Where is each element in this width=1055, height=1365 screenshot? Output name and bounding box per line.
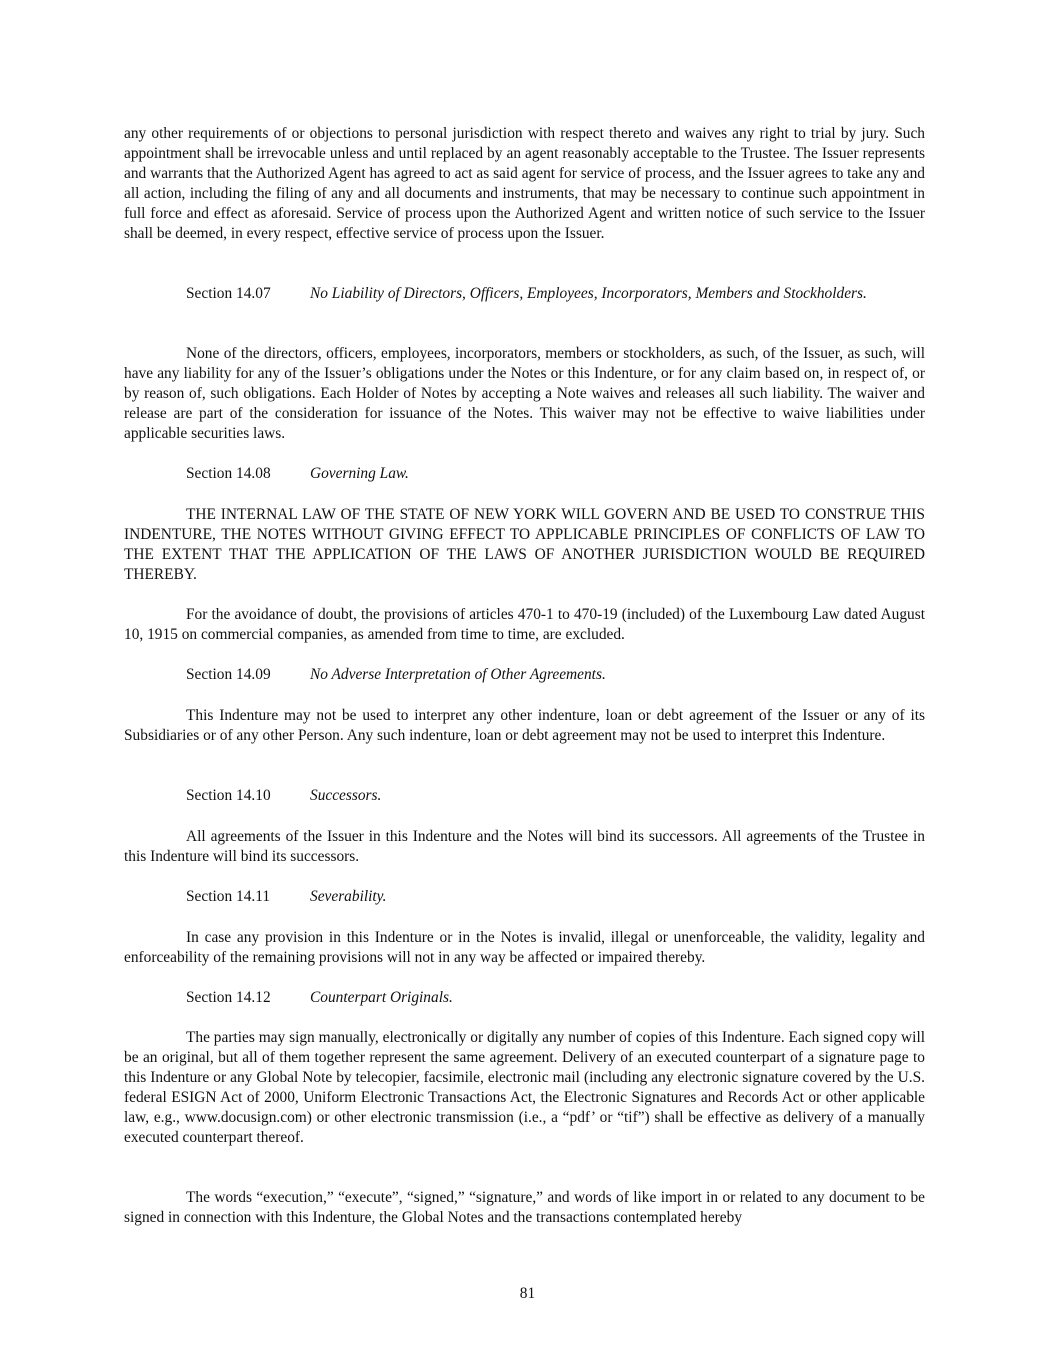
section-14-08-heading <box>186 464 409 484</box>
paragraph-successors: All agreements of the Issuer in this Indenture and the Notes will bind its successors. All agreements of the Trustee in this Indenture will bind its successors. <box>124 828 925 865</box>
section-number: Section 14.08 <box>186 465 271 482</box>
paragraph-luxembourg-law: For the avoidance of doubt, the provisions of articles 470-1 to 470-19 (included) of the Luxembourg Law dated August 10, 1915 on commercial companies, as amended from time to time, are excluded. <box>124 606 925 643</box>
section-14-09-heading <box>186 665 606 685</box>
section-title: No Liability of Directors, Officers, Employees, Incorporators, Members and Stockholders. <box>310 285 867 302</box>
section-title: Counterpart Originals. <box>310 989 453 1006</box>
paragraph-execution-words: The words “execution,” “execute”, “signed,” “signature,” and words of like import in or related to any document to be signed in connection with this Indenture, the Global Notes and the transactions contemplated hereby <box>124 1189 925 1226</box>
section-14-12-heading <box>186 988 453 1008</box>
paragraph-severability: In case any provision in this Indenture or in the Notes is invalid, illegal or unenforceable, the validity, legality and enforceability of the remaining provisions will not in any way be affected or impaired thereby. <box>124 929 925 966</box>
section-14-07-heading <box>124 284 925 304</box>
paragraph-counterpart-originals: The parties may sign manually, electronically or digitally any number of copies of this Indenture. Each signed copy will be an original, but all of them together represent the same agreement. Delivery of an executed counterpart of a signature page to this Indenture or any Global Note by telecopier, facsimile, electronic mail (including any electronic signature covered by the U.S. federal ESIGN Act of 2000, Uniform Electronic Transactions Act, the Electronic Signatures and Records Act or other applicable law, e.g., www.docusign.com) or other electronic transmission (i.e., a “pdf’ or “tif”) shall be effective as delivery of a manually executed counterpart thereof. <box>124 1029 925 1146</box>
section-title: Governing Law. <box>310 465 409 482</box>
section-title: Successors. <box>310 787 382 804</box>
section-number: Section 14.12 <box>186 989 271 1006</box>
section-number: Section 14.11 <box>186 888 271 905</box>
page-number: 81 <box>519 1285 536 1302</box>
paragraph-no-adverse-interpretation: This Indenture may not be used to interpret any other indenture, loan or debt agreement of the Issuer or any of its Subsidiaries or of any other Person. Any such indenture, loan or debt agreement may not be used to interpret this Indenture. <box>124 707 925 744</box>
section-14-11-heading <box>186 887 387 907</box>
paragraph-no-liability: None of the directors, officers, employees, incorporators, members or stockholders, as such, of the Issuer, as such, will have any liability for any of the Issuer’s obligations under the Notes or this Indenture, or for any claim based on, in respect of, or by reason of, such obligations. Each Holder of Notes by accepting a Note waives and releases all such liability. The waiver and release are part of the consideration for issuance of the Notes. This waiver may not be effective to waive liabilities under applicable securities laws. <box>124 345 925 442</box>
paragraph-jurisdiction-continued: any other requirements of or objections to personal jurisdiction with respect thereto and waives any right to trial by jury. Such appointment shall be irrevocable unless and until replaced by an agent reasonably acceptable to the Trustee. The Issuer represents and warrants that the Authorized Agent has agreed to act as said agent for service of process, and the Issuer agrees to take any and all action, including the filing of any and all documents and instruments, that may be necessary to continue such appointment in full force and effect as aforesaid. Service of process upon the Authorized Agent and written notice of such service to the Issuer shall be deemed, in every respect, effective service of process upon the Issuer. <box>124 125 925 242</box>
section-title: No Adverse Interpretation of Other Agreements. <box>310 666 606 683</box>
section-title: Severability. <box>310 888 387 905</box>
section-14-10-heading <box>186 786 381 806</box>
section-number: Section 14.07 <box>186 285 271 302</box>
section-number: Section 14.09 <box>186 666 271 683</box>
section-number: Section 14.10 <box>186 787 271 804</box>
paragraph-governing-law: THE INTERNAL LAW OF THE STATE OF NEW YORK WILL GOVERN AND BE USED TO CONSTRUE THIS INDENTURE, THE NOTES WITHOUT GIVING EFFECT TO APPLICABLE PRINCIPLES OF CONFLICTS OF LAW TO THE EXTENT THAT THE APPLICATION OF THE LAWS OF ANOTHER JURISDICTION WOULD BE REQUIRED THEREBY. <box>124 506 925 583</box>
